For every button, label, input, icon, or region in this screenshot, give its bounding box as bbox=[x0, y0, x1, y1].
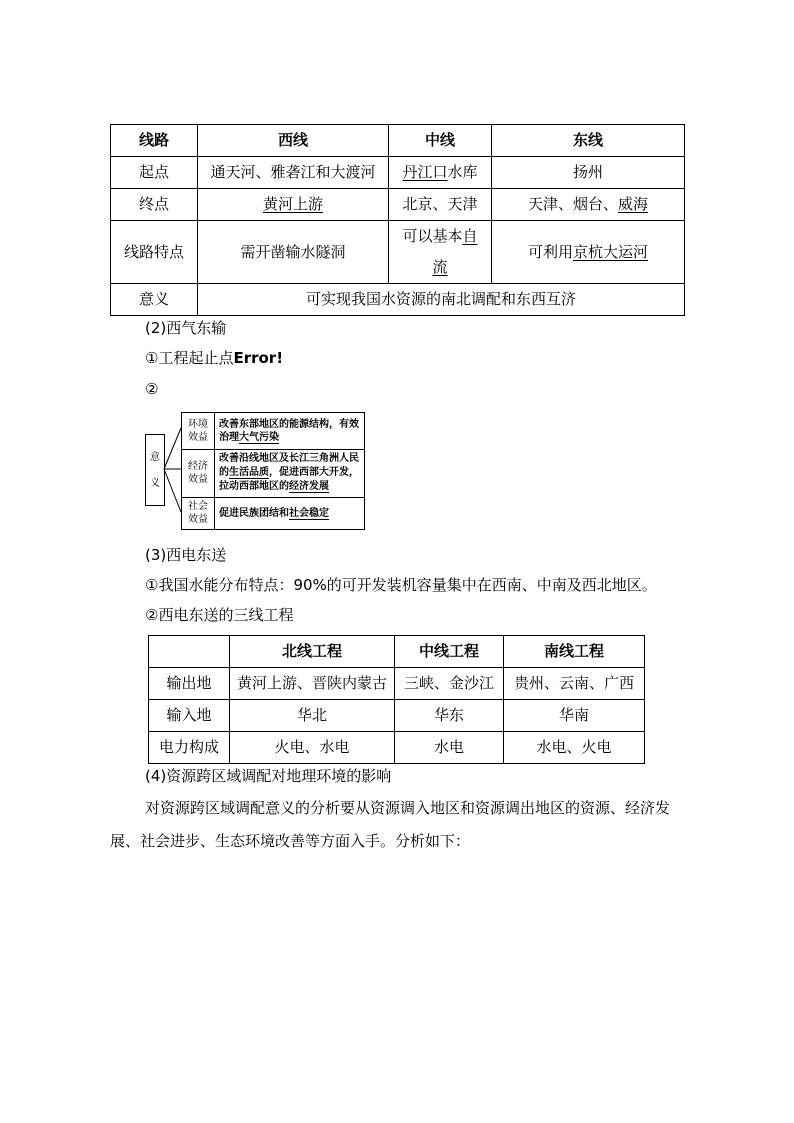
category-label bbox=[182, 460, 214, 486]
table-header-row bbox=[111, 125, 685, 157]
connector-line bbox=[164, 428, 181, 469]
categories-box bbox=[181, 412, 365, 530]
list-item: ② bbox=[145, 380, 159, 398]
cell: 水电 bbox=[395, 732, 504, 764]
water-transfer-table bbox=[110, 124, 685, 316]
root-char: 意 bbox=[150, 452, 160, 463]
row-label: 起点 bbox=[111, 157, 198, 189]
row-label: 输出地 bbox=[149, 668, 230, 700]
cell: 黄河上游、晋陕内蒙古 bbox=[230, 668, 395, 700]
connector-line bbox=[164, 469, 181, 512]
underlined-text: 京杭大运河 bbox=[573, 242, 649, 261]
list-item bbox=[145, 346, 283, 370]
table-row bbox=[111, 221, 685, 284]
cell-text: 可利用 bbox=[527, 242, 573, 261]
cell: 北京、天津 bbox=[389, 189, 492, 221]
row-label: 终点 bbox=[111, 189, 198, 221]
item-text: ①工程起止点 bbox=[145, 349, 234, 367]
header-cell: 中线工程 bbox=[395, 636, 504, 668]
category-label-line: 经济 bbox=[188, 461, 208, 472]
text-part: ，促进西部大开发，拉动西部地区的 bbox=[219, 467, 359, 492]
category-label-line: 效益 bbox=[188, 474, 208, 485]
cell: 贵州、云南、广西 bbox=[504, 668, 645, 700]
root-char: 义 bbox=[150, 478, 160, 489]
category-text bbox=[219, 418, 361, 444]
power-transfer-table bbox=[148, 635, 645, 764]
cell-text: 可以基本 bbox=[402, 227, 463, 245]
table-row bbox=[149, 668, 645, 700]
list-item: ②西电东送的三线工程 bbox=[145, 606, 294, 624]
category-text bbox=[219, 452, 361, 494]
header-cell bbox=[149, 636, 230, 668]
header-cell: 南线工程 bbox=[504, 636, 645, 668]
cell: 华北 bbox=[230, 700, 395, 732]
cell: 水电、火电 bbox=[504, 732, 645, 764]
header-cell: 东线 bbox=[492, 125, 685, 157]
section-title: (2)西气东输 bbox=[145, 319, 227, 337]
underlined-text: 大气污染 bbox=[239, 432, 279, 443]
underlined-text: 自 bbox=[462, 227, 478, 245]
header-cell: 北线工程 bbox=[230, 636, 395, 668]
cell-text: 水库 bbox=[447, 163, 478, 181]
header-cell: 中线 bbox=[389, 125, 492, 157]
cell: 华南 bbox=[504, 700, 645, 732]
cell bbox=[389, 221, 492, 284]
cell: 华东 bbox=[395, 700, 504, 732]
cell bbox=[198, 189, 389, 221]
table-row bbox=[149, 732, 645, 764]
row-label: 线路特点 bbox=[111, 221, 198, 284]
table-row bbox=[111, 157, 685, 189]
category-label-line: 效益 bbox=[188, 432, 208, 443]
category-text bbox=[219, 507, 361, 520]
cell: 三峡、金沙江 bbox=[395, 668, 504, 700]
section-title: (3)西电东送 bbox=[145, 546, 227, 564]
category-label bbox=[182, 500, 214, 526]
underlined-text: 生活品质 bbox=[229, 467, 269, 478]
underlined-text: 社会稳定 bbox=[289, 508, 329, 519]
row-label: 电力构成 bbox=[149, 732, 230, 764]
category-label-line: 社会 bbox=[188, 501, 208, 512]
cell bbox=[492, 189, 685, 221]
underlined-text: 威海 bbox=[618, 195, 649, 213]
category-label bbox=[182, 418, 214, 444]
cell: 火电、水电 bbox=[230, 732, 395, 764]
table-row bbox=[111, 284, 685, 316]
text-part: 改善东部地区的能源结构，有效治理 bbox=[219, 419, 359, 443]
cell: 扬州 bbox=[492, 157, 685, 189]
header-cell: 西线 bbox=[198, 125, 389, 157]
error-text: Error! bbox=[233, 349, 284, 367]
cell: 通天河、雅砻江和大渡河 bbox=[198, 157, 389, 189]
text-part: 促进民族团结和 bbox=[219, 508, 289, 519]
significance-diagram bbox=[145, 412, 365, 530]
row-label: 意义 bbox=[111, 284, 198, 316]
cell bbox=[389, 157, 492, 189]
cell bbox=[492, 221, 685, 284]
table-row bbox=[149, 700, 645, 732]
cell: 需开凿输水隧洞 bbox=[198, 221, 389, 284]
category-label-line: 环境 bbox=[188, 419, 208, 430]
cell-text: 天津、烟台、 bbox=[527, 195, 618, 213]
cell: 可实现我国水资源的南北调配和东西互济 bbox=[198, 284, 685, 316]
row-label: 输入地 bbox=[149, 700, 230, 732]
header-cell: 线路 bbox=[111, 125, 198, 157]
category-label-line: 效益 bbox=[188, 514, 208, 525]
table-row bbox=[111, 189, 685, 221]
body-paragraph: 对资源跨区域调配意义的分析要从资源调入地区和资源调出地区的资源、经济发展、社会进步、生态环境改善等方面入手。分析如下： bbox=[110, 799, 671, 850]
underlined-text: 流 bbox=[432, 258, 448, 276]
table-header-row bbox=[149, 636, 645, 668]
underlined-text: 黄河上游 bbox=[262, 195, 323, 213]
underlined-text: 丹江口 bbox=[402, 163, 448, 181]
section-title: (4)资源跨区域调配对地理环境的影响 bbox=[145, 767, 392, 785]
text-part: 改善沿线地区及长江三角洲人民的 bbox=[219, 453, 359, 478]
list-item: ①我国水能分布特点：90%的可开发装机容量集中在西南、中南及西北地区。 bbox=[145, 576, 657, 594]
underlined-text: 经济发展 bbox=[289, 481, 329, 492]
